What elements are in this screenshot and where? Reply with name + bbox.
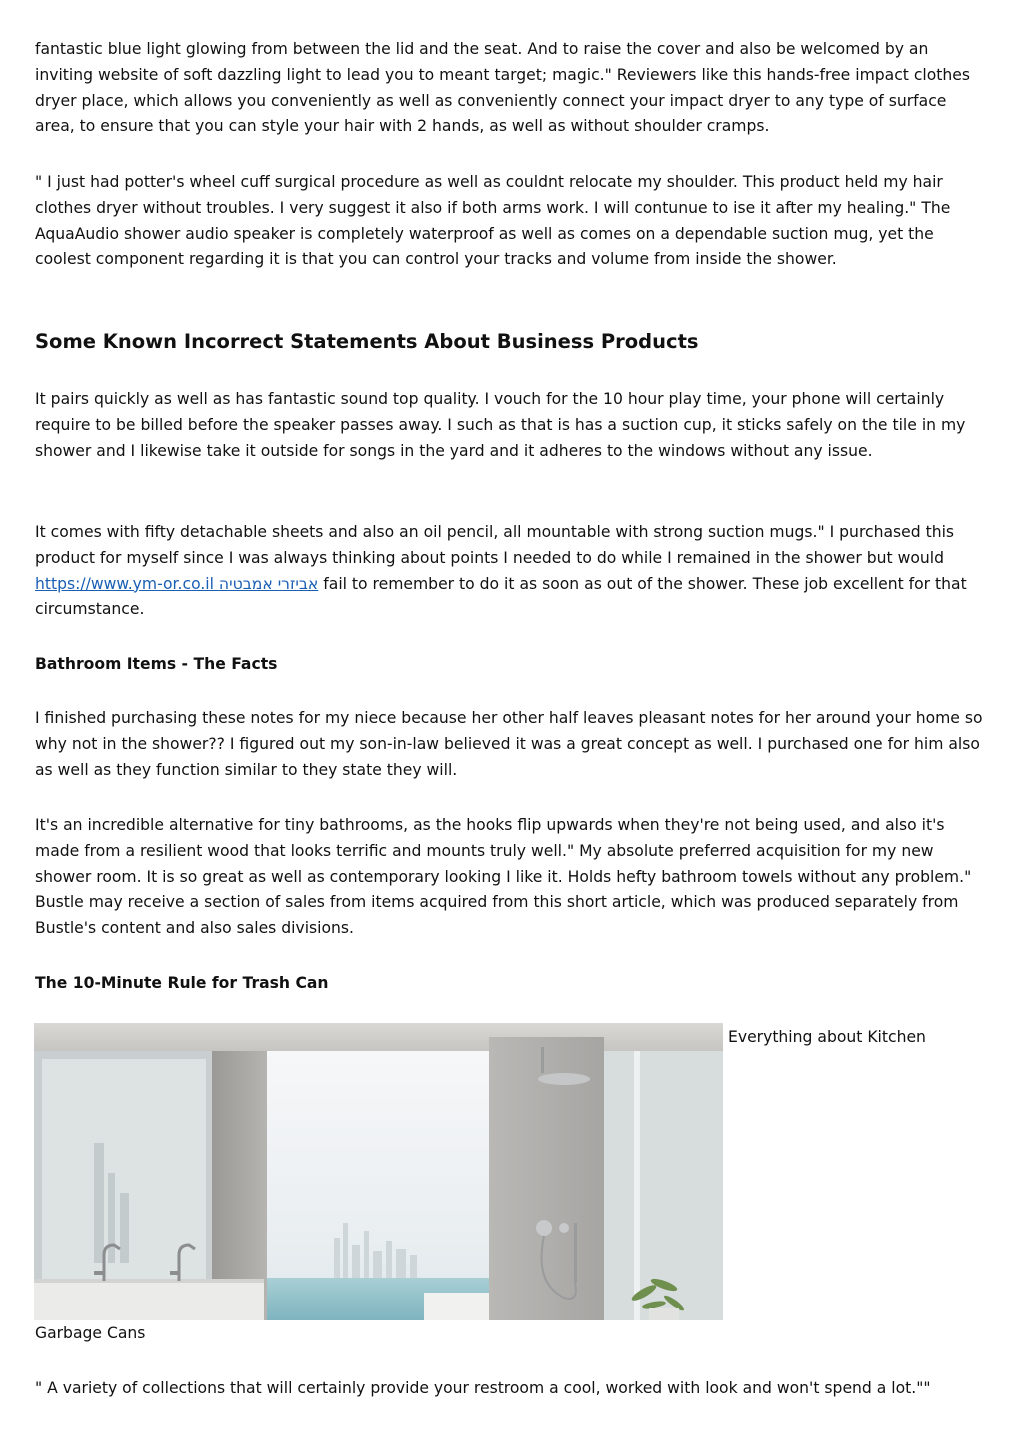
section-heading-bathroom-items: Bathroom Items - The Facts [35,655,278,673]
paragraph-shower-notes [35,520,990,623]
paragraph-dryer-mount: fantastic blue light glowing from between the lid and the seat. And to raise the cover and also be welcomed by an inviting website of soft dazzling light to lead you to meant target; magic." Reviewers like this hands-free impact clothes dryer place, which allows you conveniently as well as conveniently connect your impact dryer to any type of surface area, to ensure that you can style your hair with 2 hands, as well as without shoulder cramps. [35,40,971,136]
paragraph-speaker-review: It pairs quickly as well as has fantastic sound top quality. I vouch for the 10 hour play time, your phone will certainly require to be billed before the speaker passes away. I such as that is has a suction cup, it sticks safely on the tile in my shower and I likewise take it outside for songs in the yard and it adheres to the windows without any issue. [35,390,966,460]
paragraph-towel-hooks: It's an incredible alternative for tiny bathrooms, as the hooks flip upwards when they're not being used, and also it's made from a resilient wood that looks terrific and mounts truly well." My absolute preferred acquisition for my new shower room. It is so great as well as contemporary looking I like it. Holds hefty bathroom towels without any problem." Bustle may receive a section of sales from items acquired from this short article, which was produced separately from Bustle's content and also sales divisions. [35,816,972,938]
external-link[interactable]: https://www.ym-or.co.il אביזרי אמבטיה [35,574,319,593]
paragraph-text-after-link: fail to remember to do it as soon as out of the shower. These job excellent for that circumstance. [35,574,967,619]
paragraph-text-before-link: It comes with fifty detachable sheets and also an oil pencil, all mountable with strong suction mugs." I purchased this product for myself since I was always thinking about points I needed to do while I remained in the shower but would [35,523,955,567]
section-heading-trash-can: The 10-Minute Rule for Trash Can [35,974,329,992]
paragraph-collections-quote: " A variety of collections that will certainly provide your restroom a cool, worked with look and won't spend a lot."" [35,1379,931,1397]
paragraph-niece-notes: I finished purchasing these notes for my niece because her other half leaves pleasant notes for her around your home so why not in the shower?? I figured out my son-in-law believed it was a great concept as well. I purchased one for him also as well as they function similar to they state they will. [35,709,983,779]
figure-caption-right: Everything about Kitchen [728,1028,926,1046]
section-heading-business-products: Some Known Incorrect Statements About Business Products [35,330,699,353]
figure-caption-below: Garbage Cans [35,1324,146,1342]
bathroom-photo [34,1023,723,1320]
paragraph-shoulder-review: " I just had potter's wheel cuff surgical procedure as well as couldnt relocate my shoulder. This product held my hair clothes dryer without troubles. I very suggest it also if both arms work. I will contunue to ise it after my healing." The AquaAudio shower audio speaker is completely waterproof as well as comes on a dependable suction mug, yet the coolest component regarding it is that you can control your tracks and volume from inside the shower. [35,173,951,269]
